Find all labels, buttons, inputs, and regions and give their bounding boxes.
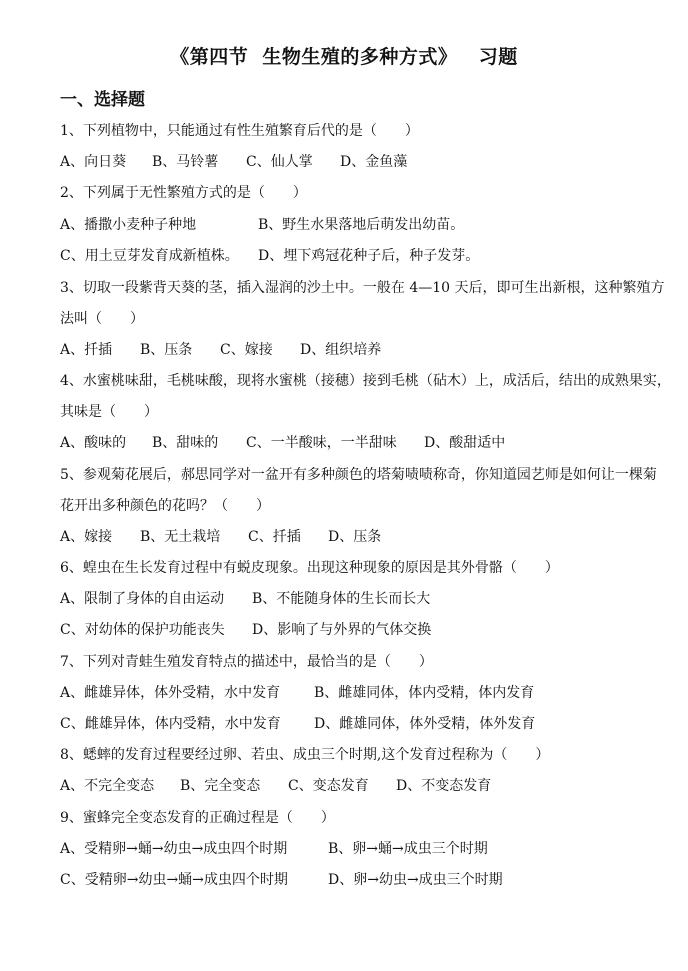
option-d: D、雌雄同体，体外受精，体外发育 (314, 716, 536, 732)
option-b: B、马铃薯 (152, 154, 219, 170)
option-d: D、金鱼藻 (340, 154, 408, 170)
question-stem-cont: 法叫（ ） (60, 311, 144, 327)
section-heading: 一、选择题 (60, 90, 145, 110)
option-b: B、不能随身体的生长而长大 (252, 591, 431, 607)
question-stem: 9、蜜蜂完全变态发育的正确过程是（ ） (60, 810, 335, 826)
question-stem-cont: 其味是（ ） (60, 404, 158, 420)
option-a: A、播撒小麦种子种地 (60, 217, 197, 233)
option-a: A、酸味的 (60, 435, 127, 451)
option-c: C、变态发育 (288, 778, 369, 794)
question-stem: 1、下列植物中，只能通过有性生殖繁育后代的是（ ） (60, 123, 419, 139)
option-c: C、嫁接 (220, 342, 273, 358)
option-a: A、不完全变态 (60, 778, 155, 794)
page-title: 《第四节 生物生殖的多种方式》 习题 (170, 46, 518, 68)
option-d: D、酸甜适中 (424, 435, 506, 451)
question-stem-cont: 花开出多种颜色的花吗？（ ） (60, 498, 270, 514)
option-c: C、一半酸味，一半甜味 (246, 435, 397, 451)
option-a: A、嫁接 (60, 529, 113, 545)
option-c: C、受精卵→幼虫→蛹→成虫四个时期 (60, 872, 288, 888)
option-d: D、组织培养 (300, 342, 382, 358)
option-b: B、卵→蛹→成虫三个时期 (328, 841, 488, 857)
option-d: D、不变态发育 (396, 778, 492, 794)
option-b: B、无土栽培 (140, 529, 221, 545)
option-d: D、卵→幼虫→成虫三个时期 (328, 872, 503, 888)
question-stem: 7、下列对青蛙生殖发育特点的描述中，最恰当的是（ ） (60, 654, 433, 670)
question-stem: 2、下列属于无性繁殖方式的是（ ） (60, 185, 307, 201)
option-a: A、向日葵 (60, 154, 127, 170)
option-a: A、扦插 (60, 342, 113, 358)
question-stem: 3、切取一段紫背天葵的茎，插入湿润的沙土中。一般在 4—10 天后，即可生出新根，这种繁殖方 (60, 280, 665, 296)
option-c: C、扦插 (248, 529, 301, 545)
option-a: A、受精卵→蛹→幼虫→成虫四个时期 (60, 841, 288, 857)
option-b: B、野生水果落地后萌发出幼苗。 (258, 217, 465, 233)
option-b: B、压条 (140, 342, 193, 358)
option-b: B、甜味的 (152, 435, 219, 451)
option-d: D、影响了与外界的气体交换 (252, 622, 432, 638)
question-stem: 6、蝗虫在生长发育过程中有蜕皮现象。出现这种现象的原因是其外骨骼（ ） (60, 560, 559, 576)
question-stem: 5、参观菊花展后，郝思同学对一盆开有多种颜色的塔菊啧啧称奇，你知道园艺师是如何让一棵菊 (60, 467, 657, 483)
option-b: B、雌雄同体，体内受精，体内发育 (314, 685, 535, 701)
question-stem: 8、蟋蟀的发育过程要经过卵、若虫、成虫三个时期,这个发育过程称为（ ） (60, 747, 550, 763)
option-d: D、压条 (328, 529, 382, 545)
option-a: A、雌雄异体，体外受精，水中发育 (60, 685, 281, 701)
option-b: B、完全变态 (180, 778, 261, 794)
option-c: C、雌雄异体，体内受精，水中发育 (60, 716, 281, 732)
option-c: C、仙人掌 (246, 154, 313, 170)
option-a: A、限制了身体的自由运动 (60, 591, 225, 607)
option-c: C、对幼体的保护功能丧失 (60, 622, 225, 638)
question-stem: 4、水蜜桃味甜，毛桃味酸，现将水蜜桃（接穗）接到毛桃（砧木）上，成活后，结出的成熟果实， (60, 373, 671, 389)
option-c: C、用土豆芽发育成新植株。 (60, 248, 239, 264)
option-d: D、埋下鸡冠花种子后，种子发芽。 (258, 248, 480, 264)
